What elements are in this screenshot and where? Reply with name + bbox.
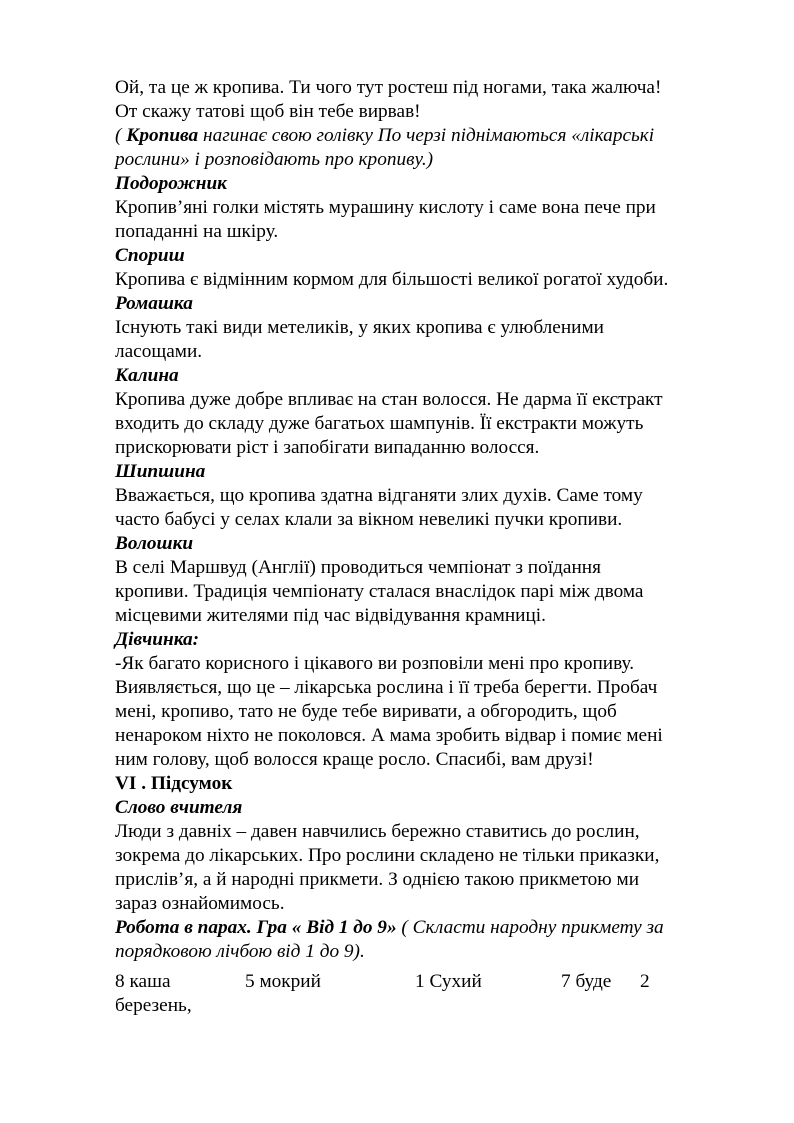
speaker-label: Подорожник <box>115 173 227 194</box>
speech-line: ненароком ніхто не поколовся. А мама зробить відвар і помиє мені <box>115 725 663 746</box>
stage-direction-rest: нагинає свою голівку По черзі піднімаються «лікарські <box>198 125 655 146</box>
speech-line: часто бабусі у селах клали за вікном невеликі пучки кропиви. <box>115 509 623 530</box>
speech-line: -Як багато корисного і цікавого ви розповіли мені про кропиву. <box>115 653 635 674</box>
word-item: 1 Сухий <box>415 971 482 992</box>
pair-work-line-1 <box>115 916 735 940</box>
pair-work-title: Робота в парах. Гра « Від 1 до 9» <box>115 917 397 938</box>
speech-line: мені, кропиво, тато не буде тебе виривати, а обгородить, щоб <box>115 701 617 722</box>
speech-line: Кропива є відмінним кормом для більшості великої рогатої худоби. <box>115 269 669 290</box>
speech-line: Існують такі види метеликів, у яких кропива є улюбленими <box>115 317 604 338</box>
stage-direction-bold: Кропива <box>126 125 199 146</box>
intro-line-2: От скажу татові щоб він тебе вирвав! <box>115 101 421 122</box>
stage-direction-line-1 <box>115 124 735 148</box>
speaker-label: Дівчинка: <box>115 629 200 650</box>
speaker-label: Ромашка <box>115 293 193 314</box>
section-heading: VI . Підсумок <box>115 773 233 794</box>
teacher-line: прислів’я, а й народні прикмети. З однією такою прикметою ми <box>115 869 640 890</box>
document-page <box>115 76 735 1018</box>
teacher-label: Слово вчителя <box>115 797 243 818</box>
word-item: 8 каша <box>115 971 171 992</box>
teacher-line: зараз ознайомимось. <box>115 893 285 914</box>
pair-work-line-2: порядковою лічбою від 1 до 9). <box>115 941 365 962</box>
word-item: 7 буде <box>561 971 612 992</box>
speech-line: В селі Маршвуд (Англії) проводиться чемпіонат з поїдання <box>115 557 601 578</box>
teacher-line: Люди з давніх – давен навчились бережно ставитись до рослин, <box>115 821 640 842</box>
speech-line: Кропив’яні голки містять мурашину кислоту і саме вона пече при <box>115 197 656 218</box>
speaker-label: Шипшина <box>115 461 206 482</box>
teacher-line: зокрема до лікарських. Про рослини складено не тільки приказки, <box>115 845 660 866</box>
stage-direction-line-2: рослини» і розповідають про кропиву.) <box>115 149 434 170</box>
speech-line: Виявляється, що це – лікарська рослина і її треба берегти. Пробач <box>115 677 658 698</box>
speaker-label: Волошки <box>115 533 194 554</box>
speech-line: Вважається, що кропива здатна відганяти злих духів. Саме тому <box>115 485 643 506</box>
speech-line: попаданні на шкіру. <box>115 221 279 242</box>
speech-line: кропиви. Традиція чемпіонату сталася внаслідок парі між двома <box>115 581 644 602</box>
speaker-label: Калина <box>115 365 179 386</box>
intro-line-1: Ой, та це ж кропива. Ти чого тут ростеш під ногами, така жалюча! <box>115 77 662 98</box>
speech-line: прискорювати ріст і запобігати випаданню волосся. <box>115 437 540 458</box>
word-item: 2 <box>640 971 650 992</box>
pair-work-instruction: ( Скласти народну прикмету за <box>396 917 664 938</box>
stage-direction-open: ( <box>115 125 127 146</box>
speech-line: Кропива дуже добре впливає на стан волосся. Не дарма її екстракт <box>115 389 663 410</box>
speech-line: місцевими жителями під час відвідування крамниці. <box>115 605 546 626</box>
speech-line: ним голову, щоб волосся краще росло. Спасибі, вам друзі! <box>115 749 594 770</box>
speaker-label: Спориш <box>115 245 185 266</box>
speech-line: входить до складу дуже багатьох шампунів. Її екстракти можуть <box>115 413 644 434</box>
speech-line: ласощами. <box>115 341 203 362</box>
word-row <box>115 970 735 994</box>
word-item-wrap: березень, <box>115 995 192 1016</box>
word-item: 5 мокрий <box>245 971 321 992</box>
